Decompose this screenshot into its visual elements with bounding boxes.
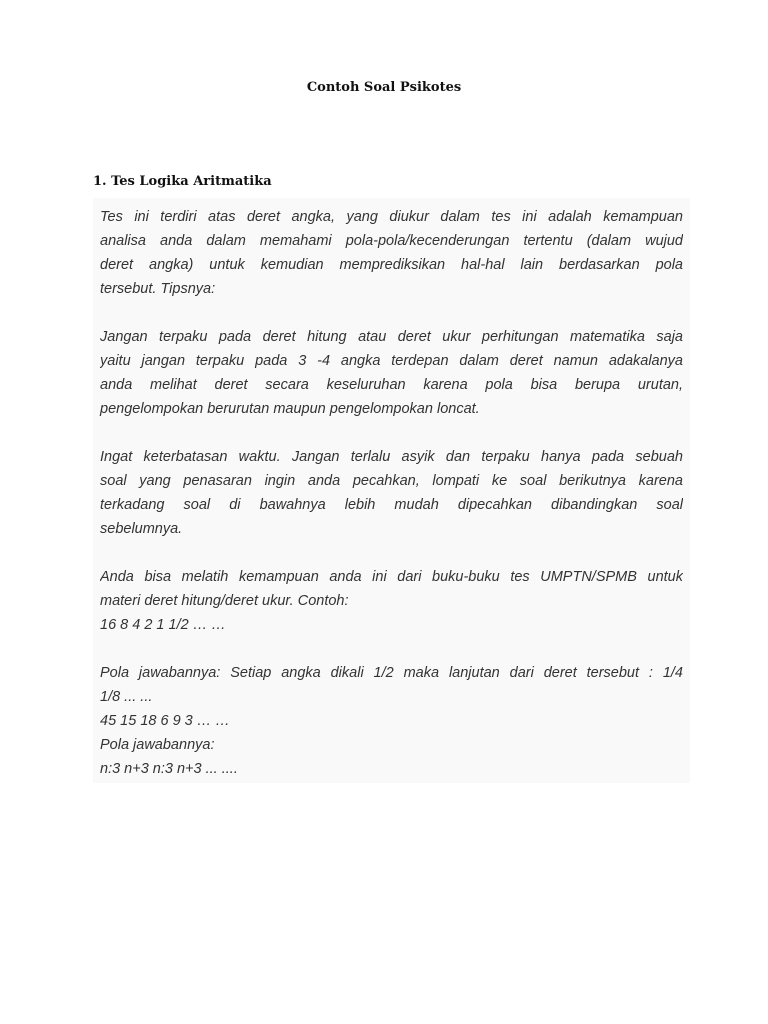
text-line: anda melihat deret secara keseluruhan karena pola bisa berupa urutan, — [100, 377, 683, 393]
text-line: sebelumnya. — [100, 521, 183, 537]
paragraph — [100, 325, 683, 421]
text-line: Pola jawabannya: — [100, 737, 215, 753]
text-line: Pola jawabannya: Setiap angka dikali 1/2 maka lanjutan dari deret tersebut : 1/4 — [100, 665, 683, 681]
page-title: Contoh Soal Psikotes — [306, 80, 462, 95]
text-line: pengelompokan berurutan maupun pengelompokan loncat. — [100, 401, 480, 417]
paragraph-gap — [100, 541, 683, 565]
text-line: terkadang soal di bawahnya lebih mudah dipecahkan dibandingkan soal — [100, 497, 683, 513]
text-line: yaitu jangan terpaku pada 3 -4 angka terdepan dalam deret namun adakalanya — [100, 353, 683, 369]
paragraph — [100, 205, 683, 301]
paragraph-gap — [100, 637, 683, 661]
text-line: materi deret hitung/deret ukur. Contoh: — [100, 593, 349, 609]
text-line: 16 8 4 2 1 1/2 … … — [100, 617, 226, 633]
paragraph-gap — [100, 421, 683, 445]
text-line: Jangan terpaku pada deret hitung atau deret ukur perhitungan matematika saja — [100, 329, 683, 345]
section-heading: 1. Tes Logika Aritmatika — [93, 174, 272, 189]
text-line: tersebut. Tipsnya: — [100, 281, 216, 297]
paragraph — [100, 445, 683, 541]
text-line: deret angka) untuk kemudian memprediksikan hal-hal lain berdasarkan pola — [100, 257, 683, 273]
text-line: 45 15 18 6 9 3 … … — [100, 713, 230, 729]
text-line: Anda bisa melatih kemampuan anda ini dari buku-buku tes UMPTN/SPMB untuk — [100, 569, 683, 585]
text-line: 1/8 ... ... — [100, 689, 153, 705]
text-line: analisa anda dalam memahami pola-pola/kecenderungan tertentu (dalam wujud — [100, 233, 683, 249]
section-content — [100, 205, 683, 781]
paragraph — [100, 565, 683, 637]
text-line: n:3 n+3 n:3 n+3 ... .... — [100, 761, 238, 777]
text-line: soal yang penasaran ingin anda pecahkan, lompati ke soal berikutnya karena — [100, 473, 683, 489]
paragraph — [100, 661, 683, 781]
text-line: Tes ini terdiri atas deret angka, yang diukur dalam tes ini adalah kemampuan — [100, 209, 683, 225]
text-line: Ingat keterbatasan waktu. Jangan terlalu asyik dan terpaku hanya pada sebuah — [100, 449, 683, 465]
paragraph-gap — [100, 301, 683, 325]
